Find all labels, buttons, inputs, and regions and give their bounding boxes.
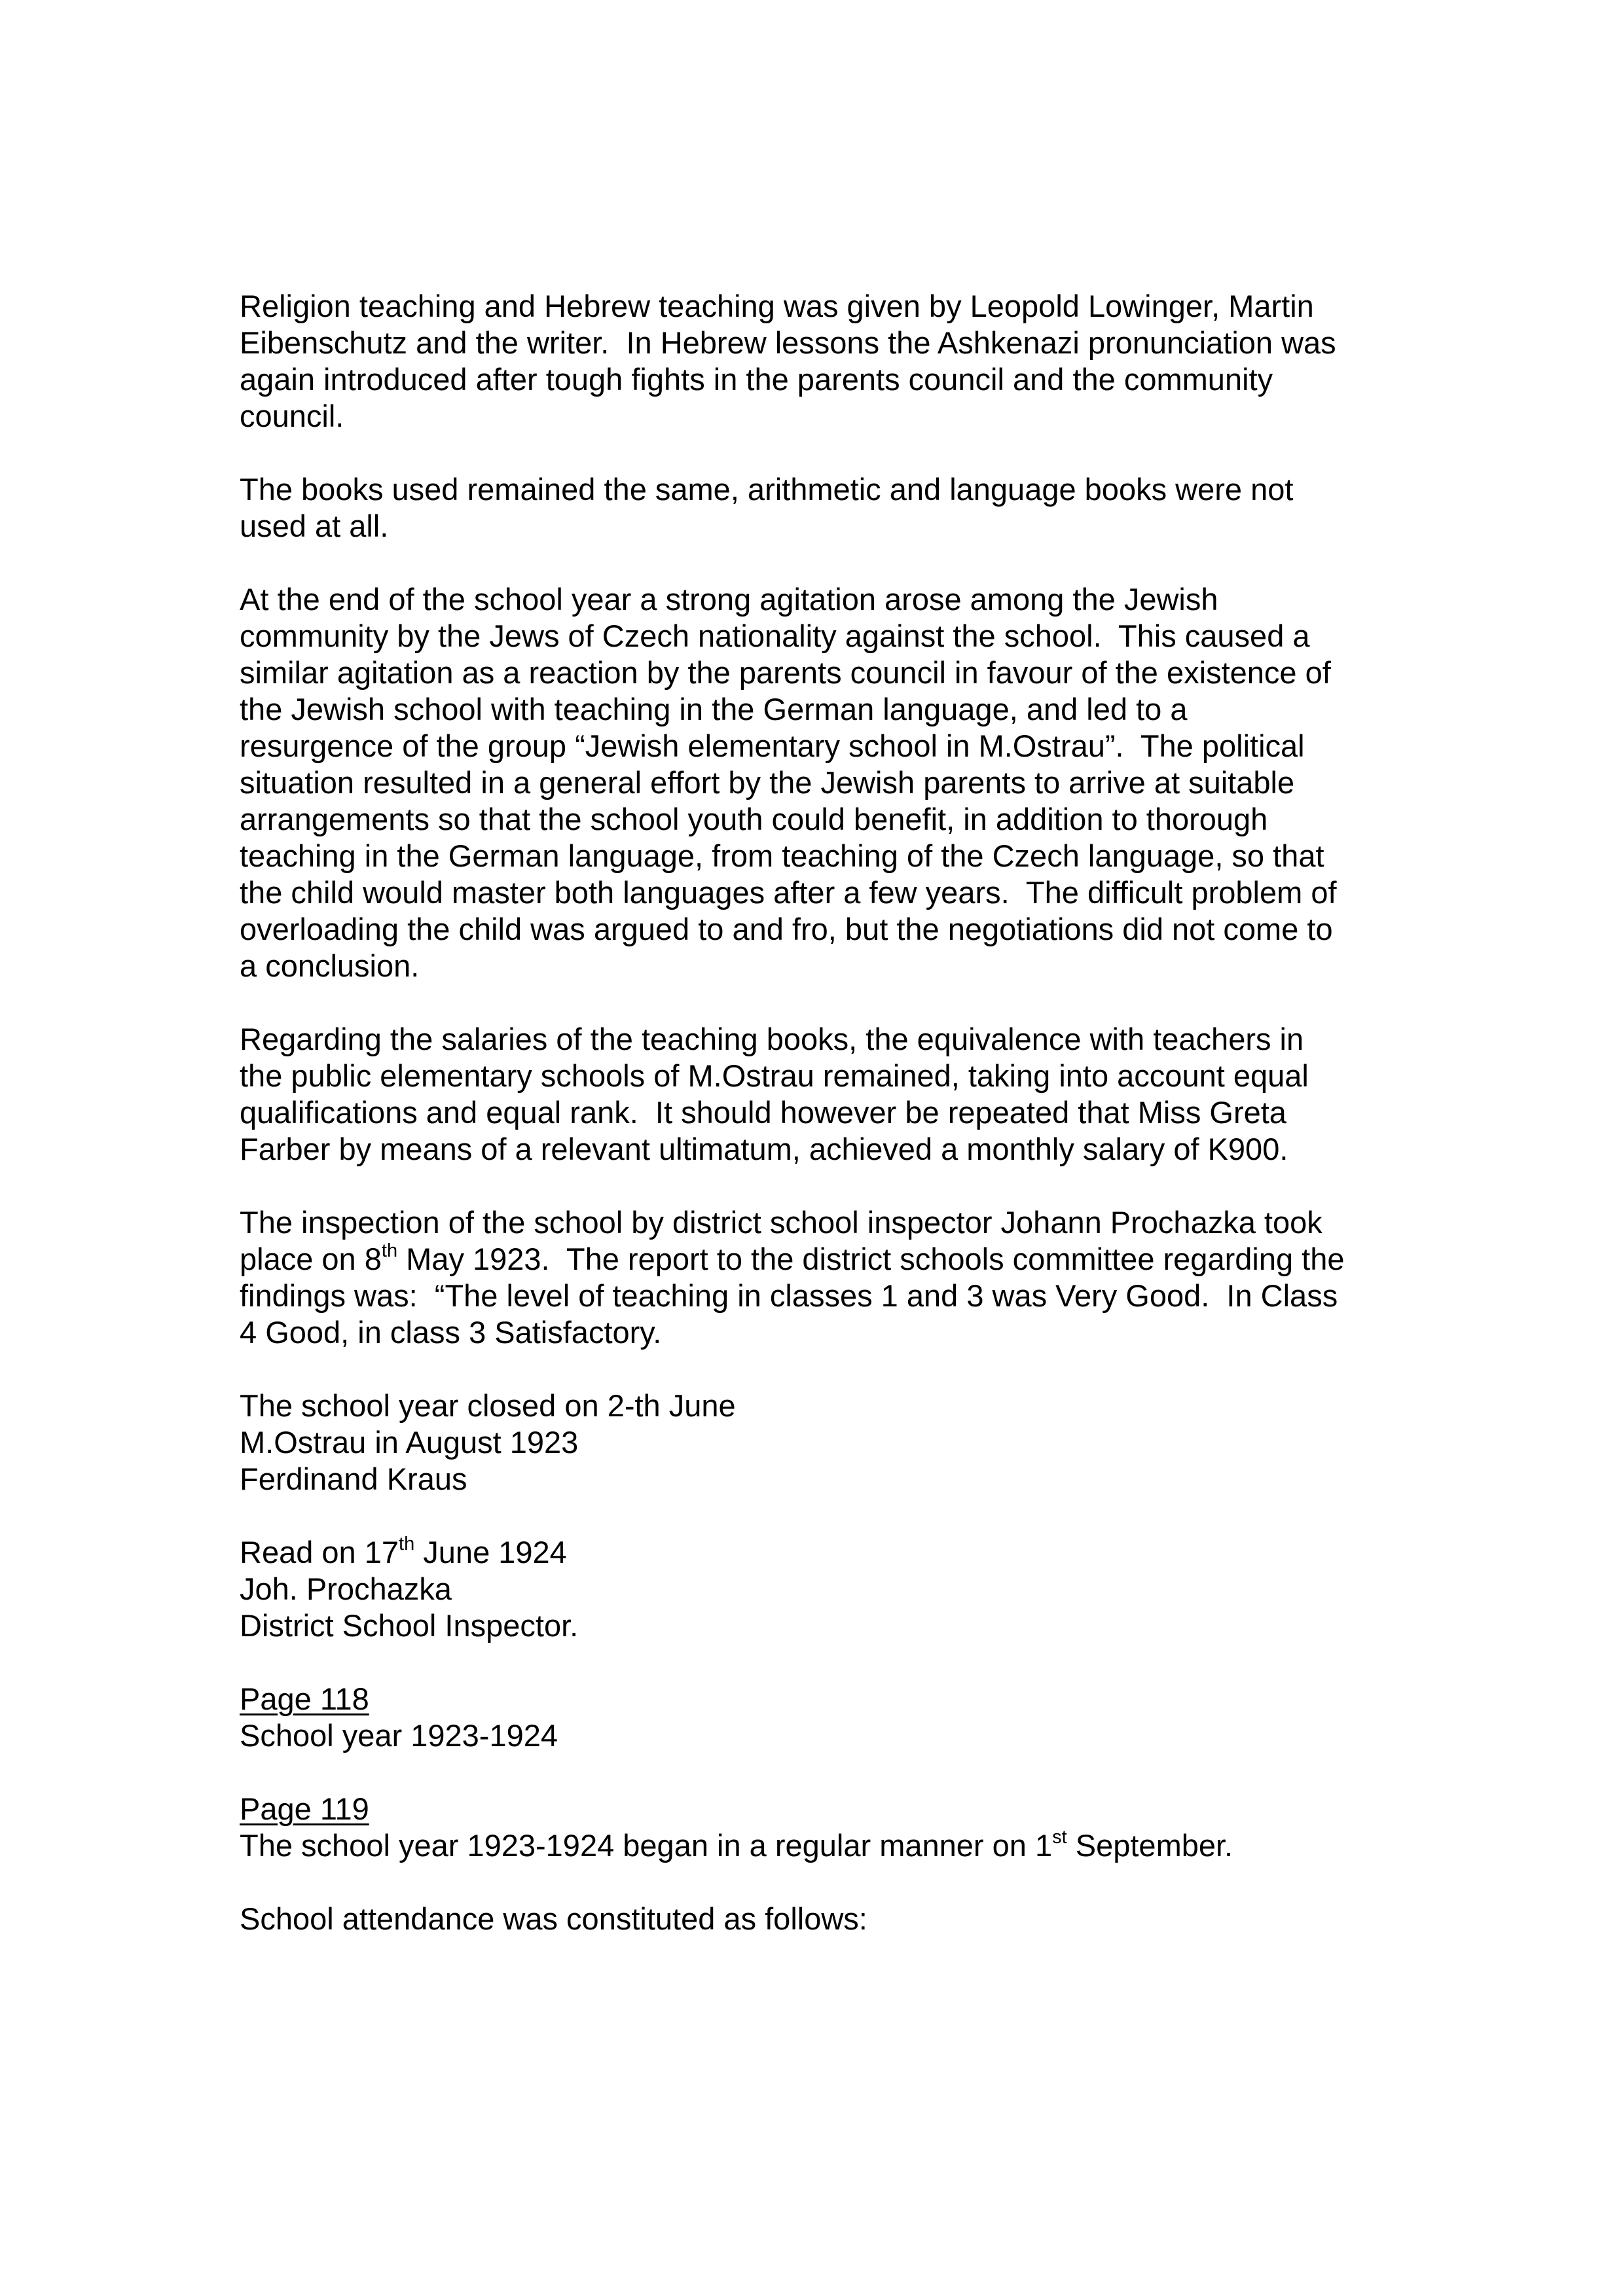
paragraph-agitation — [240, 581, 1405, 984]
paragraph-read-on — [240, 1534, 1405, 1644]
text-line: The books used remained the same, arithmetic and language books were not — [240, 472, 1294, 507]
text-line: used at all. — [240, 509, 389, 543]
text-line: teaching in the German language, from teaching of the Czech language, so that — [240, 838, 1324, 873]
text-line: 4 Good, in class 3 Satisfactory. — [240, 1315, 662, 1350]
text-fragment: Read on 17 — [240, 1535, 399, 1570]
text-line — [240, 1534, 1405, 1571]
text-fragment: place on 8 — [240, 1242, 382, 1276]
text-line: council. — [240, 399, 344, 433]
paragraph-religion-teaching — [240, 288, 1405, 435]
signature-name: Joh. Prochazka — [240, 1571, 452, 1606]
signature-name: Ferdinand Kraus — [240, 1462, 467, 1496]
page-heading: Page 119 — [240, 1791, 369, 1826]
text-line: Regarding the salaries of the teaching books, the equivalence with teachers in — [240, 1022, 1304, 1056]
ordinal-suffix: th — [399, 1534, 415, 1554]
section-page-118 — [240, 1681, 1405, 1754]
text-line: Farber by means of a relevant ultimatum, achieved a monthly salary of K900. — [240, 1132, 1288, 1166]
paragraph-salaries — [240, 1021, 1405, 1168]
text-line — [240, 1241, 1405, 1278]
text-line: findings was: “The level of teaching in classes 1 and 3 was Very Good. In Class — [240, 1278, 1338, 1313]
text-line: qualifications and equal rank. It should however be repeated that Miss Greta — [240, 1095, 1286, 1130]
text-line: the Jewish school with teaching in the German language, and led to a — [240, 692, 1188, 726]
text-line: the public elementary schools of M.Ostrau remained, taking into account equal — [240, 1058, 1309, 1093]
paragraph-books — [240, 471, 1405, 545]
text-line: community by the Jews of Czech nationality against the school. This caused a — [240, 619, 1310, 653]
text-fragment: May 1923. The report to the district schools committee regarding the — [397, 1242, 1345, 1276]
text-fragment: June 1924 — [414, 1535, 567, 1570]
text-line: similar agitation as a reaction by the parents council in favour of the existence of — [240, 655, 1331, 690]
text-fragment: The school year 1923-1924 began in a regular manner on 1 — [240, 1828, 1053, 1863]
text-line: resurgence of the group “Jewish elementary school in M.Ostrau”. The political — [240, 728, 1305, 763]
text-line: the child would master both languages after a few years. The difficult problem of — [240, 875, 1337, 910]
text-fragment: September. — [1067, 1828, 1233, 1863]
text-line: At the end of the school year a strong agitation arose among the Jewish — [240, 582, 1218, 617]
ordinal-suffix: st — [1052, 1827, 1067, 1848]
ordinal-suffix: th — [381, 1240, 398, 1261]
document-page — [240, 288, 1405, 1974]
text-line: arrangements so that the school youth could benefit, in addition to thorough — [240, 802, 1268, 836]
text-line: overloading the child was argued to and fro, but the negotiations did not come to — [240, 912, 1333, 946]
paragraph-attendance — [240, 1901, 1405, 1937]
text-line: M.Ostrau in August 1923 — [240, 1425, 579, 1460]
text-line: The inspection of the school by district school inspector Johann Prochazka took — [240, 1205, 1322, 1240]
text-line: situation resulted in a general effort by the Jewish parents to arrive at suitable — [240, 765, 1295, 800]
section-page-119 — [240, 1791, 1405, 1864]
text-line — [240, 1827, 1405, 1864]
text-line: a conclusion. — [240, 948, 420, 983]
text-line: School attendance was constituted as follows: — [240, 1901, 867, 1936]
page-heading: Page 118 — [240, 1681, 369, 1716]
text-line: again introduced after tough fights in the parents council and the community — [240, 362, 1273, 397]
text-line: Religion teaching and Hebrew teaching was given by Leopold Lowinger, Martin — [240, 289, 1314, 323]
text-line: Eibenschutz and the writer. In Hebrew lessons the Ashkenazi pronunciation was — [240, 325, 1336, 360]
paragraph-school-year-closed — [240, 1388, 1405, 1498]
text-line: School year 1923-1924 — [240, 1718, 558, 1753]
text-line: The school year closed on 2-th June — [240, 1388, 736, 1423]
text-line: District School Inspector. — [240, 1608, 579, 1643]
paragraph-inspection — [240, 1204, 1405, 1351]
